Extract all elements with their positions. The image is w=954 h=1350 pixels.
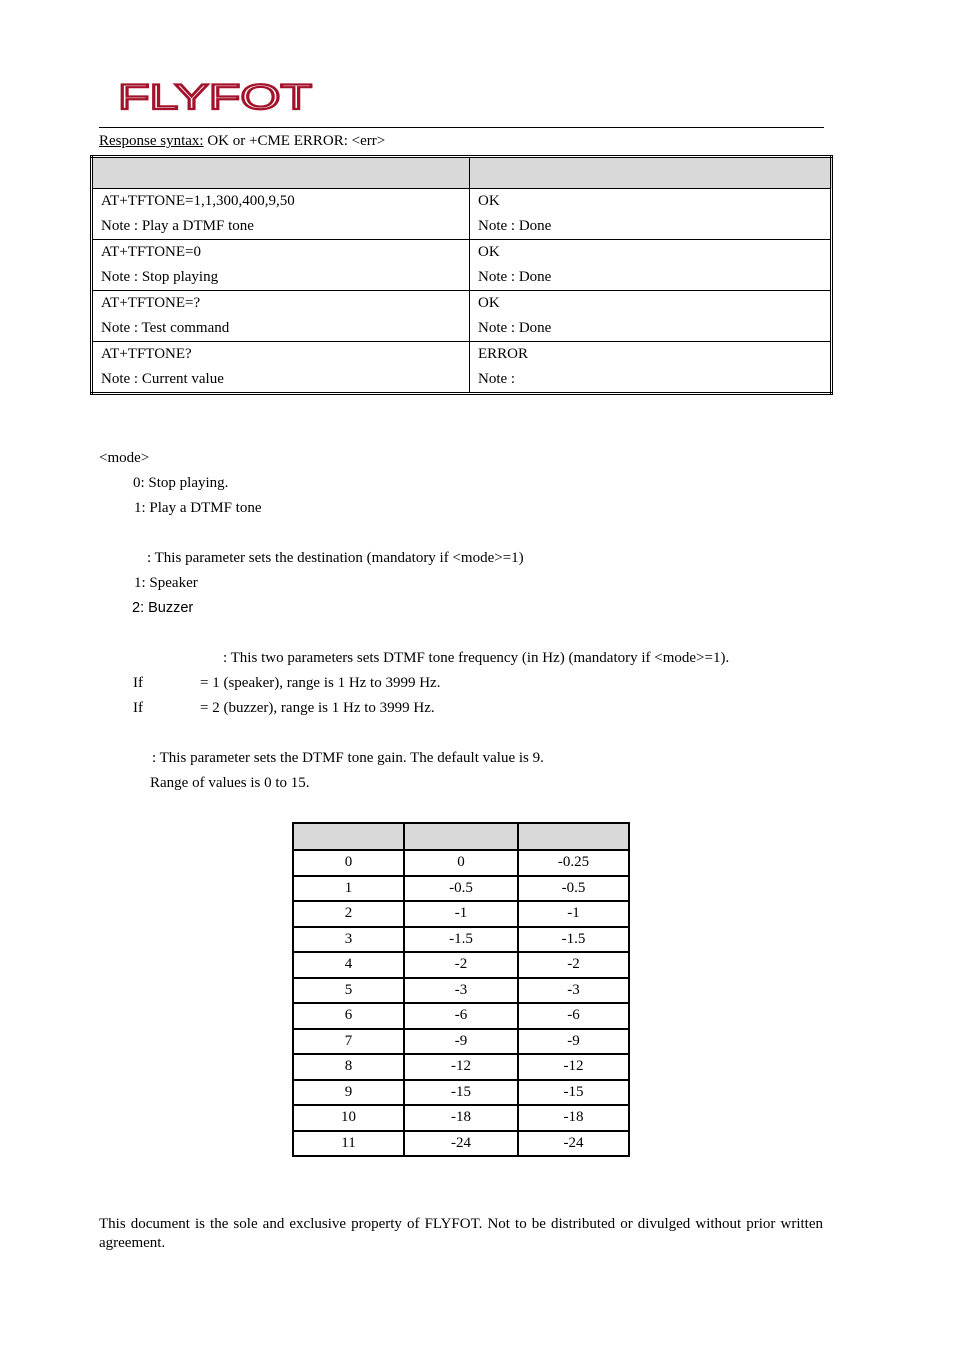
gain-speaker-cell: -0.5: [404, 876, 518, 902]
gain-buzzer-cell: -12: [518, 1054, 629, 1080]
example-command-cell: [92, 342, 470, 394]
gain-header-cell: [404, 823, 518, 850]
example-response-note: Note : Done: [478, 269, 552, 285]
gain-value-cell: 8: [293, 1054, 404, 1080]
example-command-cell: [92, 240, 470, 291]
table-row: [293, 1003, 629, 1029]
gain-header-cell: [293, 823, 404, 850]
examples-header-command: [92, 157, 470, 189]
example-command: AT+TFTONE?: [101, 346, 192, 362]
gain-speaker-cell: -18: [404, 1105, 518, 1131]
gain-speaker-cell: -9: [404, 1029, 518, 1055]
example-response-cell: [470, 189, 832, 240]
example-response-note: Note : Done: [478, 218, 552, 234]
gain-buzzer-cell: -0.25: [518, 850, 629, 876]
gain-value-cell: 1: [293, 876, 404, 902]
gain-value-cell: 0: [293, 850, 404, 876]
response-syntax: [99, 132, 385, 150]
param-dest-desc: : This parameter sets the destination (mandatory if <mode>=1): [147, 550, 524, 566]
gain-value-cell: 6: [293, 1003, 404, 1029]
param-freq-if1-b: = 1 (speaker), range is 1 Hz to 3999 Hz.: [200, 675, 441, 691]
gain-speaker-cell: -2: [404, 952, 518, 978]
response-syntax-label: Response syntax:: [99, 133, 204, 149]
param-mode-1: 1: Play a DTMF tone: [134, 500, 262, 516]
gain-buzzer-cell: -9: [518, 1029, 629, 1055]
param-gain-desc: : This parameter sets the DTMF tone gain. The default value is 9.: [152, 750, 544, 766]
gain-buzzer-cell: -2: [518, 952, 629, 978]
example-command-note: Note : Stop playing: [101, 269, 219, 285]
gain-buzzer-cell: -6: [518, 1003, 629, 1029]
param-freq-if2-a: If: [133, 700, 143, 716]
table-row: [92, 342, 832, 394]
table-row: [293, 850, 629, 876]
gain-table: [292, 822, 630, 1157]
gain-header-cell: [518, 823, 629, 850]
example-command: AT+TFTONE=1,1,300,400,9,50: [101, 193, 295, 209]
gain-speaker-cell: -3: [404, 978, 518, 1004]
gain-buzzer-cell: -1: [518, 901, 629, 927]
gain-value-cell: 10: [293, 1105, 404, 1131]
table-row: [293, 927, 629, 953]
table-row: [293, 1054, 629, 1080]
gain-value-cell: 4: [293, 952, 404, 978]
example-response: OK: [478, 244, 500, 260]
gain-buzzer-cell: -18: [518, 1105, 629, 1131]
param-mode-label: <mode>: [99, 450, 150, 466]
gain-header-row: [293, 823, 629, 850]
examples-table: [90, 155, 833, 395]
example-command-cell: [92, 291, 470, 342]
example-response: OK: [478, 193, 500, 209]
gain-speaker-cell: -1.5: [404, 927, 518, 953]
param-dest-2: 2: Buzzer: [132, 600, 194, 616]
gain-buzzer-cell: -3: [518, 978, 629, 1004]
table-row: [293, 1080, 629, 1106]
gain-value-cell: 3: [293, 927, 404, 953]
header-rule: [99, 127, 824, 128]
gain-value-cell: 9: [293, 1080, 404, 1106]
example-response: OK: [478, 295, 500, 311]
gain-buzzer-cell: -1.5: [518, 927, 629, 953]
response-syntax-value: OK or +CME ERROR: <err>: [203, 133, 386, 149]
gain-speaker-cell: -15: [404, 1080, 518, 1106]
example-command: AT+TFTONE=0: [101, 244, 201, 260]
flyfot-logo: [118, 80, 314, 114]
table-row: [92, 291, 832, 342]
table-row: [293, 1105, 629, 1131]
example-response: ERROR: [478, 346, 529, 362]
param-freq-if1-a: If: [133, 675, 143, 691]
gain-buzzer-cell: -24: [518, 1131, 629, 1157]
example-response-cell: [470, 291, 832, 342]
examples-header-response: [470, 157, 832, 189]
gain-speaker-cell: -6: [404, 1003, 518, 1029]
examples-header-row: [92, 157, 832, 189]
gain-value-cell: 5: [293, 978, 404, 1004]
table-row: [293, 978, 629, 1004]
example-command-cell: [92, 189, 470, 240]
gain-speaker-cell: 0: [404, 850, 518, 876]
gain-speaker-cell: -24: [404, 1131, 518, 1157]
param-dest-1: 1: Speaker: [134, 575, 198, 591]
footer-disclaimer: This document is the sole and exclusive property of FLYFOT. Not to be distributed or divulged without prior written agreement.: [99, 1216, 823, 1251]
example-command: AT+TFTONE=?: [101, 295, 201, 311]
example-response-note: Note :: [478, 371, 516, 387]
table-row: [293, 1131, 629, 1157]
table-row: [92, 240, 832, 291]
example-command-note: Note : Test command: [101, 320, 230, 336]
gain-speaker-cell: -1: [404, 901, 518, 927]
param-freq-desc: : This two parameters sets DTMF tone frequency (in Hz) (mandatory if <mode>=1).: [223, 650, 730, 666]
example-response-cell: [470, 342, 832, 394]
gain-buzzer-cell: -15: [518, 1080, 629, 1106]
gain-value-cell: 7: [293, 1029, 404, 1055]
table-row: [92, 189, 832, 240]
example-command-note: Note : Play a DTMF tone: [101, 218, 254, 234]
example-command-note: Note : Current value: [101, 371, 224, 387]
param-gain-range: Range of values is 0 to 15.: [150, 775, 310, 791]
table-row: [293, 952, 629, 978]
example-response-note: Note : Done: [478, 320, 552, 336]
gain-speaker-cell: -12: [404, 1054, 518, 1080]
table-row: [293, 876, 629, 902]
param-freq-if2-b: = 2 (buzzer), range is 1 Hz to 3999 Hz.: [200, 700, 435, 716]
gain-value-cell: 11: [293, 1131, 404, 1157]
table-row: [293, 901, 629, 927]
gain-value-cell: 2: [293, 901, 404, 927]
example-response-cell: [470, 240, 832, 291]
table-row: [293, 1029, 629, 1055]
logo-text: FLYFOT: [118, 80, 312, 114]
param-mode-0: 0: Stop playing.: [133, 475, 229, 491]
gain-buzzer-cell: -0.5: [518, 876, 629, 902]
